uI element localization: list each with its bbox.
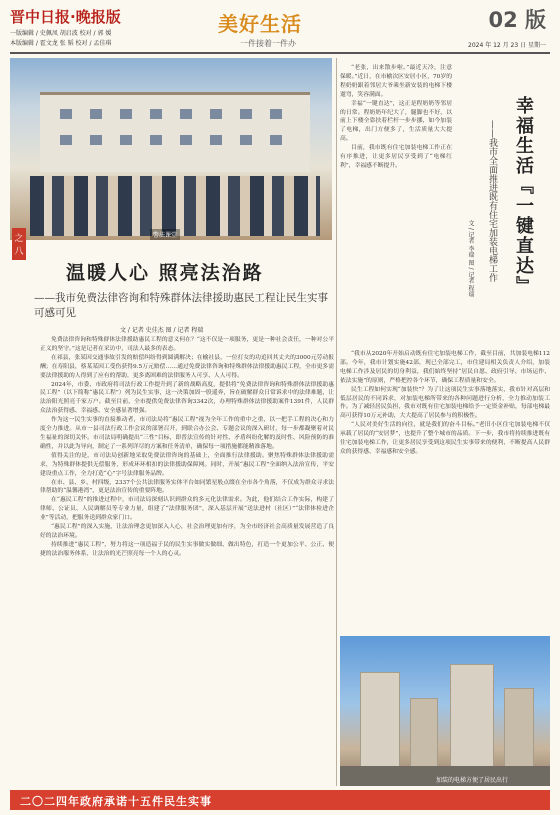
- article-body: [340, 350, 550, 632]
- paragraph: “我市从2020年开始启动既有住宅加装电梯工作，截至目前，共加装电梯112部。今年，我市计划实施42部，现已全部完工，市住建局相关负责人介绍，加装电梯工作涉及居民的切身利益，我们始终坚持“居民自愿、政府引导、市场运作、依法实施”的原则，严格把控各个环节，确保工程质量和安全。: [340, 351, 550, 384]
- column-divider: [336, 58, 337, 786]
- paragraph: “老张，出来散步啦。”最近天冷，注意保暖。”近日，在市榆次区安居小区，70岁的程奶奶跟着邻居大爷乘坐新安装的电梯下楼遛弯，笑容满面。: [340, 65, 452, 98]
- photo-caption: 警法课堂: [150, 229, 180, 240]
- page-number: 02 版: [488, 8, 546, 32]
- article-title: 幸福生活『一键直达』: [513, 96, 534, 296]
- photo-caption: 加装的电梯方便了居民出行: [436, 777, 509, 784]
- series-tag: 之八: [12, 228, 26, 260]
- audience-shape: [30, 176, 320, 236]
- paragraph: 在市、县、乡、村四级，2337个公共法律服务实体平台如同繁星般点缀在全市各个角落，不仅成为群众寻求法律帮助的“温馨港湾”，更是法治宣传的重要阵地。: [40, 479, 334, 495]
- paragraph: “惠民工程”的深入实施，让法治理念更加深入人心，社会治理更加有序，为全市经济社会高质量发展营造了良好的法治环境。: [40, 524, 334, 539]
- building-shape: [40, 92, 310, 172]
- article-title: 温暖人心 照亮法治路: [66, 262, 264, 284]
- article-body: [340, 64, 452, 344]
- paragraph: 免费法律咨询和特殊群体法律援助惠民工程的意义何在？“这不仅是一项服务，更是一种社会责任，一种对公平正义的坚守。”这是记者在采访中，司法人最多的表态。: [40, 337, 334, 352]
- paragraph: “人民对美好生活的向往，就是我们的奋斗目标。”老旧小区住宅加装电梯不仅承载了居民的“安居梦”，也提升了整个城市的品质。下一步，我市将持续推进既有住宅加装电梯工作，让更多居民享受到这项民生实事带来的便利，不断提高人民群众的获得感、幸福感和安全感。: [340, 422, 550, 455]
- footer-banner: [10, 790, 550, 810]
- article-subtitle: ——我市全面推进既有住宅加装电梯工作: [487, 120, 497, 282]
- column-title: 美好生活: [218, 12, 302, 36]
- paragraph: 2024年，市委、市政府将司法行政工作提升到了新的战略高度，提供将“免费法律咨询和特殊群体法律援助惠民工程”（以下简称“惠民工程”）列为民生实事，这一决策加固一股遥奔，旨在破解群众日常诉求中的法律难题，让法治阳光照亮千家万户。截至目前，全市提供免费法律咨询3342次，办理特殊群体法律援助案件1391件，人民群众法治获得感、幸福感、安全感显著增强。: [40, 381, 334, 415]
- column-slogan: 一件接着一件办: [240, 39, 296, 48]
- article-body: [40, 336, 334, 766]
- lecture-photo: [10, 58, 332, 240]
- editor-line: 本版编辑 / 霍文龙 张 韬 校对 / 孟佳琪: [10, 40, 112, 47]
- paragraph: 幸福“一键直达”，这正是程奶奶等邻居的日常。程奶奶年纪大了，腿脚也不好，以前上下楼全靠扶着栏杆一步步挪，如今加装了电梯，出门方便多了，生活质量大大提高。: [340, 100, 452, 143]
- paragraph: 在“惠民工程”的推进过程中，市司法局深刻认识到群众的多元化法律需求。为此，他们结合工作实际，构建了律师、公证员、人民调解员等专业力量，组建了“法律服务团”，深入基层开展“送法进村（社区）”“法律体检进企业”等活动，把服务送到群众家门口。: [40, 497, 334, 522]
- paragraph: 在祁县，张某因交通事故引发的赔偿纠纷得到圆满解决；在榆社县，一位打女的功追回其丈夫的3000元劳动报酬；在寿阳县，蔡某某因工受伤获得9.5万元赔偿……通过免费法律咨询和特殊群体法律援助惠民工程，全市更多需要法律援助的人得到了应有的帮助，更多离困难的法律服务人可享、人人可得。: [40, 354, 334, 379]
- editor-line: 一版编辑 / 史佩凤 胡启波 校对 / 郭 媛: [10, 30, 112, 37]
- paragraph: 民生工程如何实现“加装快”？为了让这项民生实事落地落实，我市针对高层和低层居民的不同诉求，对加装电梯所带来的各种问题进行分析，全力推动加装工作。为了减轻居民负担，我市对既有住宅加装电梯给予一定资金补贴，每部电梯最高可获得10万元补助，大大提高了居民参与的积极性。: [340, 386, 550, 420]
- article-byline: 文 / 记者 李瑞 图 / 记者 程瑞: [467, 220, 474, 298]
- paragraph: 持续推进“惠民工程”，努力将这一项造福于民的民生实事做实做细、做出特色，打造一个更加公平、公正、便捷的法治服务体系，让法治的光芒照亮每一个人的心灵。: [40, 541, 334, 557]
- issue-date: 2024 年 12 月 23 日 星期一: [468, 42, 546, 49]
- paragraph: 目前，我市既有住宅加装电梯工作正在有序推进，让更多居民享受到了“电梯红利”，幸福感不断提升。: [340, 145, 452, 169]
- header-rule: [10, 52, 550, 54]
- masthead: 晋中日报·晚报版: [10, 8, 121, 26]
- paragraph: 作为这一民生实事的直接推动者，市司法局将“惠民工程”视为全年工作的重中之重，以一把手工程的决心和力度全力推进。从市一县司法行政工作会议的部署召开，到联合办公会、专题会议的深入研讨，每一步都凝聚着对民生福祉的深切关怀。市司法局明确提出“三性”目标，即普法宣传的针对性、矛盾纠纷化解的及时性、风险预防的准确性，并以此为导向，制定了一系列详尽的方案和任务清单，确保每一项措施都能精准落地。: [40, 417, 334, 450]
- elevator-photo: [340, 636, 550, 786]
- article-subtitle: ——我市免费法律咨询和特殊群体法律援助惠民工程让民生实事可感可见: [34, 292, 328, 319]
- footer-text: 二〇二四年政府承诺十五件民生实事: [20, 795, 212, 808]
- paragraph: 值得关注的是，市司法局创新地采取免费法律咨询的基础上，全面推行法律援助。聚焦特殊群体法律援助需求，为特殊群体提供无偿服务，形成环环相扣的法律援助保障网。同时，开展“惠民工程”全面纳入法治宣传，平安建设重点工作，全力打造“心”字号法律服务品牌。: [40, 452, 334, 477]
- article-byline: 文 / 记者 史佳杰 图 / 记者 程瑞: [120, 327, 204, 334]
